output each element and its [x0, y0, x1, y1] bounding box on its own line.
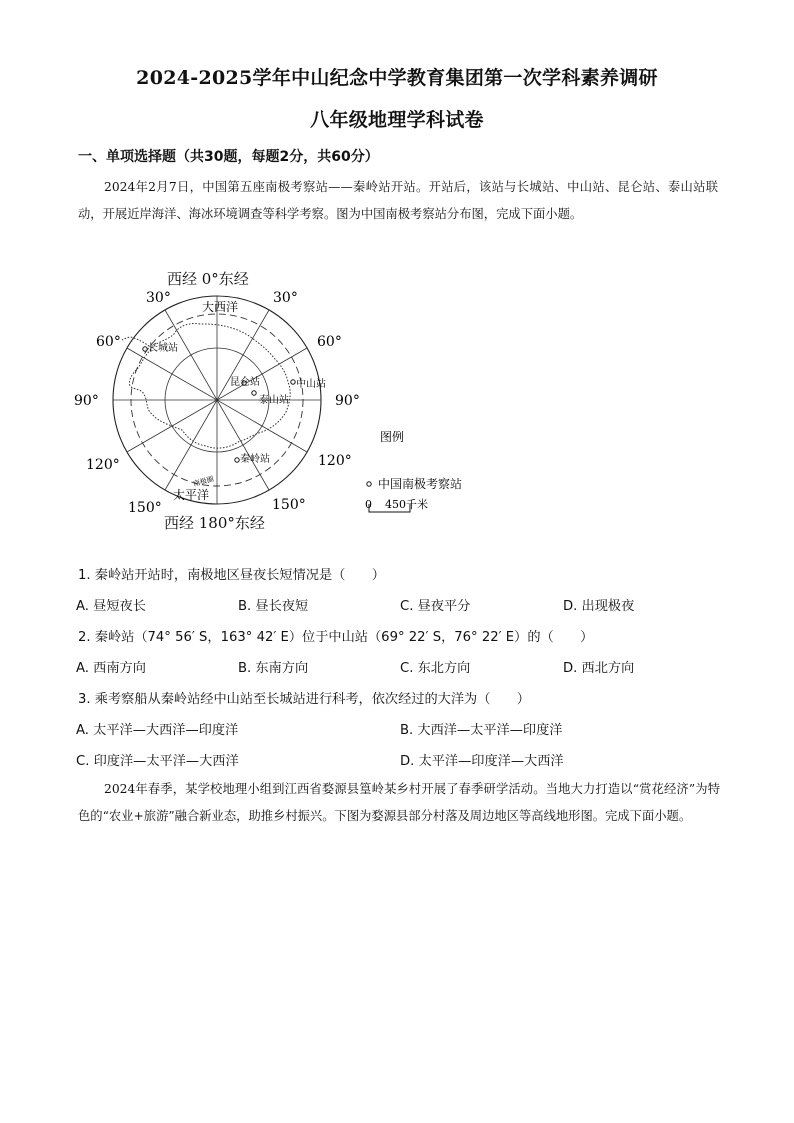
passage-antarctic: 2024年2月7日，中国第五座南极考察站——秦岭站开站。开站后，该站与长城站、中山站、昆仑站、泰山站联动，开展近岸海洋、海冰环境调查等科学考察。图为中国南极考察站分布图，完成下面小题。 — [78, 180, 718, 221]
station-qinling-label: 秦岭站 — [240, 454, 270, 465]
scale-zero: 0 — [365, 498, 372, 511]
q2-option-b[interactable]: B. 东南方向 — [238, 661, 309, 676]
lon-90-left: 90° — [74, 393, 99, 409]
station-zhongshan-dot — [291, 380, 295, 384]
antarctic-station-map — [74, 262, 482, 537]
q1-option-d[interactable]: D. 出现极夜 — [563, 599, 635, 614]
q3-option-c[interactable]: C. 印度洋—太平洋—大西洋 — [76, 754, 239, 769]
station-changcheng-label: 长城站 — [148, 343, 178, 354]
station-qinling-dot — [235, 458, 239, 462]
station-zhongshan-label: 中山站 — [296, 379, 326, 390]
station-changcheng-dot — [143, 347, 147, 351]
q1-option-a[interactable]: A. 昼短夜长 — [76, 599, 146, 614]
station-taishan-label: 泰山站 — [259, 395, 289, 406]
exam-title-line2: 八年级地理学科试卷 — [310, 109, 484, 131]
station-taishan-dot — [252, 391, 256, 395]
q2-option-c[interactable]: C. 东北方向 — [400, 661, 471, 676]
q3-option-b[interactable]: B. 大西洋—太平洋—印度洋 — [400, 723, 563, 738]
legend-title: 图例 — [380, 430, 405, 444]
lon-60-left: 60° — [96, 334, 121, 350]
q3-option-d[interactable]: D. 太平洋—印度洋—大西洋 — [400, 754, 564, 769]
lon-120-right: 120° — [318, 453, 352, 469]
q2-option-a[interactable]: A. 西南方向 — [76, 661, 146, 676]
legend-station-icon — [367, 482, 371, 486]
lon-150-right: 150° — [272, 497, 306, 513]
q2-option-d[interactable]: D. 西北方向 — [563, 661, 635, 676]
lon-150-left: 150° — [128, 500, 162, 516]
exam-title-line1: 2024-2025学年中山纪念中学教育集团第一次学科素养调研 — [136, 67, 658, 89]
station-kunlun-label: 昆仑站 — [230, 377, 260, 388]
lon-30-left: 30° — [146, 290, 171, 306]
question-1-stem: 1. 秦岭站开站时，南极地区昼夜长短情况是（ ） — [78, 568, 385, 583]
section-heading: 一、单项选择题（共30题，每题2分，共60分） — [78, 149, 379, 165]
question-3-stem: 3. 乘考察船从秦岭站经中山站至长城站进行科考，依次经过的大洋为（ ） — [78, 692, 530, 707]
passage-wuyuan: 2024年春季，某学校地理小组到江西省婺源县篁岭某乡村开展了春季研学活动。当地大力打造以“赏花经济”为特色的“农业+旅游”融合新业态，助推乡村振兴。下图为婺源县部分村落及周边地区等高线地形图。完成下面小题。 — [78, 782, 720, 823]
lon-90-right: 90° — [335, 393, 360, 409]
ocean-atlantic-label: 大西洋 — [202, 300, 239, 314]
legend-station-label: 中国南极考察站 — [378, 477, 463, 491]
lon-30-right: 30° — [273, 290, 298, 306]
lon-60-right: 60° — [317, 334, 342, 350]
ocean-pacific-label: 太平洋 — [173, 488, 210, 502]
lon-label-top: 西经 0°东经 — [167, 270, 249, 288]
antarctic-circle-label: 南极圈 — [192, 475, 215, 489]
lon-120-left: 120° — [86, 457, 120, 473]
lon-label-bottom: 西经 180°东经 — [164, 514, 265, 532]
q1-option-c[interactable]: C. 昼夜平分 — [400, 599, 471, 614]
scale-value: 450千米 — [385, 498, 428, 511]
q1-option-b[interactable]: B. 昼长夜短 — [238, 599, 309, 614]
question-2-stem: 2. 秦岭站（74° 56′ S，163° 42′ E）位于中山站（69° 22′ S，76° 22′ E）的（ ） — [78, 630, 594, 645]
q3-option-a[interactable]: A. 太平洋—大西洋—印度洋 — [76, 723, 239, 738]
meridian-lines — [113, 296, 321, 504]
